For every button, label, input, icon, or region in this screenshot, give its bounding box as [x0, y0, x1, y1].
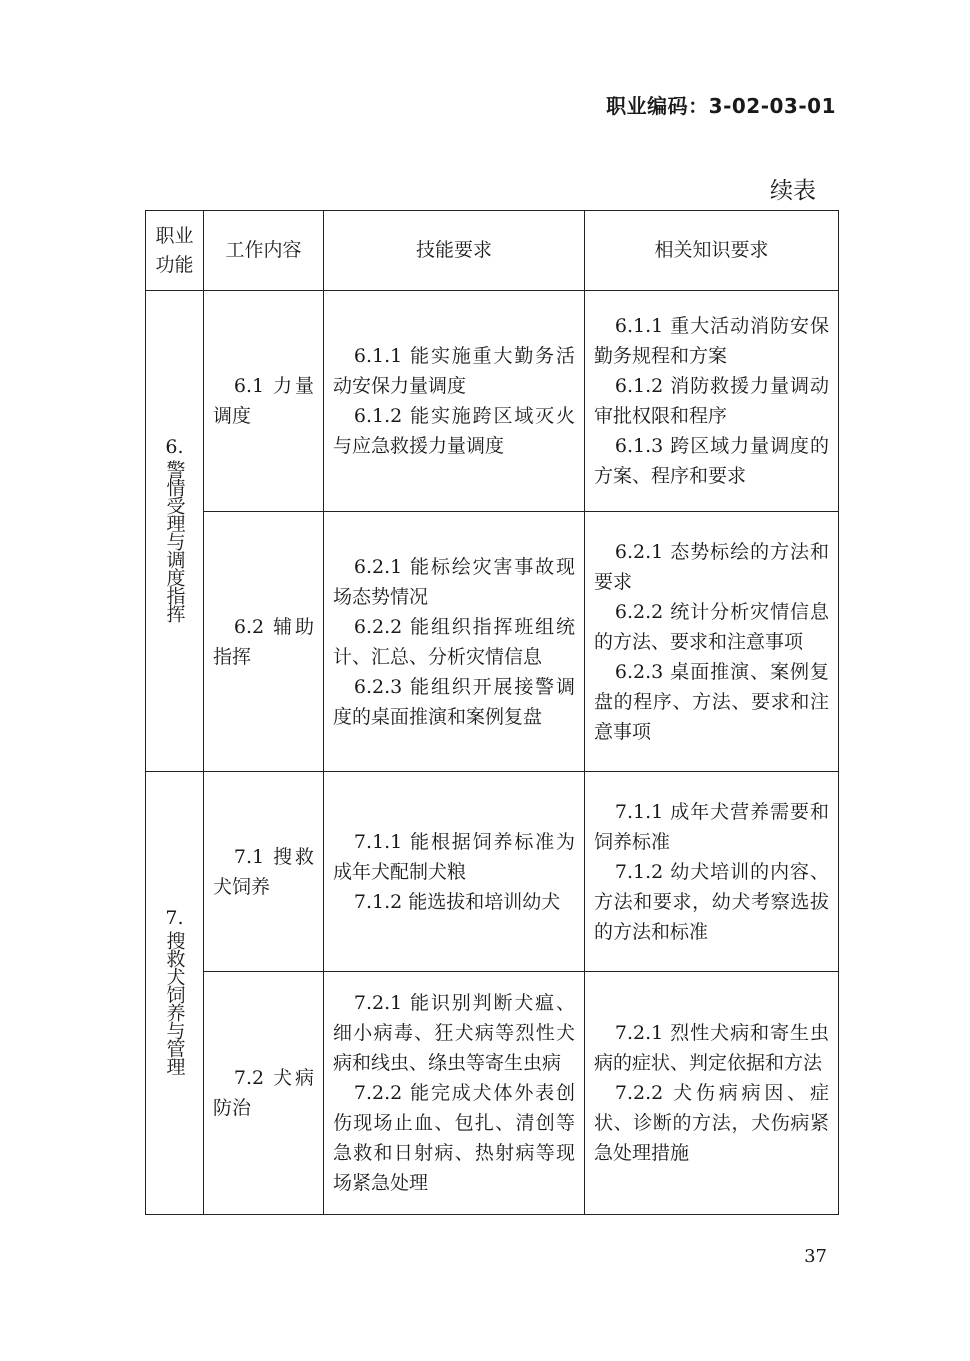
- knowledge-cell: [585, 772, 839, 972]
- function-cell-7: [146, 772, 204, 1215]
- work-content: 7.2 犬病防治: [213, 1067, 314, 1119]
- skill-item: 7.1.1 能根据饲养标准为成年犬配制犬粮: [333, 830, 575, 883]
- occupation-code: 职业编码：3-02-03-01: [606, 94, 836, 118]
- function-number: 7.: [165, 906, 184, 929]
- knowledge-cell: [585, 512, 839, 772]
- work-content: 7.1 搜救犬饲养: [213, 845, 314, 898]
- col-header-function-text: 职业功能: [155, 224, 194, 276]
- knowledge-item: 6.2.1 态势标绘的方法和要求: [594, 540, 829, 593]
- work-content-cell: [204, 291, 324, 512]
- col-header-skills: 技能要求: [324, 211, 585, 291]
- knowledge-item: 6.2.3 桌面推演、案例复盘的程序、方法、要求和注意事项: [594, 660, 829, 743]
- skill-item: 6.1.2 能实施跨区域灭火与应急救援力量调度: [333, 405, 575, 457]
- skill-item: 7.1.2 能选拔和培训幼犬: [353, 890, 561, 913]
- knowledge-cell: [585, 291, 839, 512]
- knowledge-item: 6.2.2 统计分析灾情信息的方法、要求和注意事项: [594, 600, 829, 653]
- work-content-cell: [204, 512, 324, 772]
- skills-cell: [324, 772, 585, 972]
- table-header-row: [146, 211, 839, 291]
- skill-item: 6.1.1 能实施重大勤务活动安保力量调度: [333, 345, 575, 397]
- page-number: 37: [804, 1246, 827, 1267]
- function-cell-6: [146, 291, 204, 772]
- skill-item: 6.2.1 能标绘灾害事故现场态势情况: [333, 555, 575, 608]
- function-name: 警情受理与调度指挥: [163, 459, 186, 622]
- col-header-knowledge: 相关知识要求: [585, 211, 839, 291]
- knowledge-item: 7.2.1 烈性犬病和寄生虫病的症状、判定依据和方法: [594, 1022, 829, 1074]
- table-row: [146, 772, 839, 972]
- knowledge-item: 7.1.2 幼犬培训的内容、方法和要求，幼犬考察选拔的方法和标准: [594, 860, 829, 943]
- table-row: [146, 512, 839, 772]
- skills-cell: [324, 972, 585, 1215]
- knowledge-item: 7.1.1 成年犬营养需要和饲养标准: [594, 800, 829, 853]
- table-row: [146, 972, 839, 1215]
- function-name: 搜救犬饲养与管理: [163, 930, 186, 1075]
- continued-label: 续表: [770, 178, 816, 204]
- knowledge-item: 6.1.3 跨区域力量调度的方案、程序和要求: [594, 435, 829, 487]
- col-header-content: 工作内容: [204, 211, 324, 291]
- col-header-function: [146, 211, 204, 291]
- work-content-cell: [204, 972, 324, 1215]
- knowledge-item: 7.2.2 犬伤病病因、症状、诊断的方法，犬伤病紧急处理措施: [594, 1082, 829, 1164]
- skill-item: 7.2.1 能识别判断犬瘟、细小病毒、狂犬病等烈性犬病和线虫、绦虫等寄生虫病: [333, 992, 575, 1074]
- skills-cell: [324, 512, 585, 772]
- work-content: 6.2 辅助指挥: [213, 615, 314, 668]
- knowledge-cell: [585, 972, 839, 1215]
- skill-requirements-table: [145, 210, 839, 1215]
- skill-item: 7.2.2 能完成犬体外表创伤现场止血、包扎、清创等急救和日射病、热射病等现场紧急处理: [333, 1082, 575, 1194]
- work-content-cell: [204, 772, 324, 972]
- skill-item: 6.2.3 能组织开展接警调度的桌面推演和案例复盘: [333, 675, 575, 728]
- skills-cell: [324, 291, 585, 512]
- skill-item: 6.2.2 能组织指挥班组统计、汇总、分析灾情信息: [333, 615, 575, 668]
- table-row: [146, 291, 839, 512]
- function-number: 6.: [165, 435, 184, 458]
- knowledge-item: 6.1.1 重大活动消防安保勤务规程和方案: [594, 315, 829, 367]
- knowledge-item: 6.1.2 消防救援力量调动审批权限和程序: [594, 375, 829, 427]
- work-content: 6.1 力量调度: [213, 375, 314, 427]
